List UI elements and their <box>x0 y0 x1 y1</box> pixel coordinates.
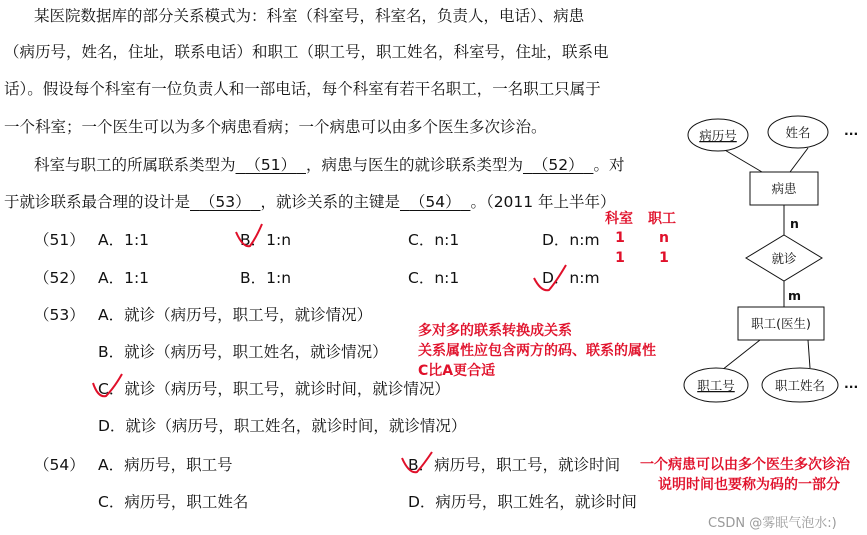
paragraph-line-4: 一个科室；一个医生可以为多个病患看病；一个病患可以由多个医生多次诊治。 <box>4 118 547 136</box>
attr-staff-name: 职工姓名 <box>774 378 826 393</box>
q54-option-c[interactable]: C．病历号，职工姓名 <box>98 493 249 511</box>
q54-option-b[interactable]: B．病历号，职工号，就诊时间 <box>408 456 621 474</box>
q52-number: （52） <box>34 269 85 287</box>
ellipsis-bottom: ... <box>844 376 859 391</box>
q52-option-a[interactable]: A．1:1 <box>98 269 150 287</box>
blank-52-label: （52） <box>532 156 584 174</box>
text-segment: 科室与职工的所属联系类型为 <box>34 156 236 174</box>
attr-staff-no: 职工号 <box>697 378 735 393</box>
annotation-dept-card-1: 1 <box>615 230 625 246</box>
q51-option-c[interactable]: C．n:1 <box>408 231 460 249</box>
annotation-q54-line-1: 一个病患可以由多个医生多次诊治 <box>640 457 850 473</box>
text-segment: ，就诊关系的主键是 <box>260 193 400 211</box>
relation-label: 就诊 <box>771 251 797 266</box>
blank-54-label: （54） <box>409 193 461 211</box>
text-segment: ，病患与医生的就诊联系类型为 <box>305 156 523 174</box>
attr-name: 姓名 <box>785 125 811 140</box>
annotation-staff-card-1: 1 <box>659 250 669 266</box>
q54-option-d[interactable]: D．病历号，职工姓名，就诊时间 <box>408 493 637 511</box>
attr-record-no: 病历号 <box>699 128 737 143</box>
q51-option-d[interactable]: D．n:m <box>542 231 600 249</box>
q53-option-c[interactable]: C．就诊（病历号，职工号，就诊时间，就诊情况） <box>98 380 450 398</box>
annotation-dept-card-1b: 1 <box>615 250 625 266</box>
q52-option-b[interactable]: B．1:n <box>240 269 292 287</box>
card-m: m <box>788 288 802 303</box>
annotation-staff-card-n: n <box>659 230 669 246</box>
q54-option-a[interactable]: A．病历号，职工号 <box>98 456 233 474</box>
ellipsis-top: ... <box>844 123 859 138</box>
text-segment: 于就诊联系最合理的设计是 <box>4 193 191 211</box>
paragraph-line-1: 某医院数据库的部分关系模式为：科室（科室号，科室名，负责人，电话）、病患 <box>34 7 585 25</box>
blank-53-label: （53） <box>199 193 251 211</box>
q52-option-c[interactable]: C．n:1 <box>408 269 460 287</box>
annotation-q54-line-2: 说明时间也要称为码的一部分 <box>658 477 840 493</box>
q53-number: （53） <box>34 306 85 324</box>
q53-option-a[interactable]: A．就诊（病历号，职工号，就诊情况） <box>98 306 373 324</box>
q53-option-b[interactable]: B．就诊（病历号，职工姓名，就诊情况） <box>98 343 388 361</box>
q51-number: （51） <box>34 231 85 249</box>
q51-option-a[interactable]: A．1:1 <box>98 231 150 249</box>
text-segment: 。对 <box>593 156 625 174</box>
annotation-q53-line-1: 多对多的联系转换成关系 <box>418 323 572 339</box>
blank-51-label: （51） <box>245 156 297 174</box>
q53-option-d[interactable]: D．就诊（病历号，职工姓名，就诊时间，就诊情况） <box>98 417 467 435</box>
q51-option-b[interactable]: B．1:n <box>240 231 292 249</box>
annotation-q53-line-2: 关系属性应包含两方的码、联系的属性 <box>418 343 656 359</box>
q52-option-d[interactable]: D．n:m <box>542 269 600 287</box>
text-segment: 。（2011 年上半年） <box>470 193 616 211</box>
paragraph-line-3: 话）。假设每个科室有一位负责人和一部电话，每个科室有若干名职工，一名职工只属于 <box>4 80 601 98</box>
annotation-staff-label: 职工 <box>648 211 676 227</box>
entity-staff: 职工(医生) <box>751 316 811 331</box>
annotation-q53-line-3: C比A更合适 <box>418 363 496 379</box>
card-n: n <box>790 216 799 231</box>
entity-patient: 病患 <box>771 181 797 196</box>
watermark: CSDN @雾眠气泡水:) <box>708 516 837 531</box>
annotation-dept-label: 科室 <box>605 211 633 227</box>
q54-number: （54） <box>34 456 85 474</box>
paragraph-line-2: （病历号，姓名，住址，联系电话）和职工（职工号，职工姓名，科室号，住址，联系电 <box>4 43 609 61</box>
